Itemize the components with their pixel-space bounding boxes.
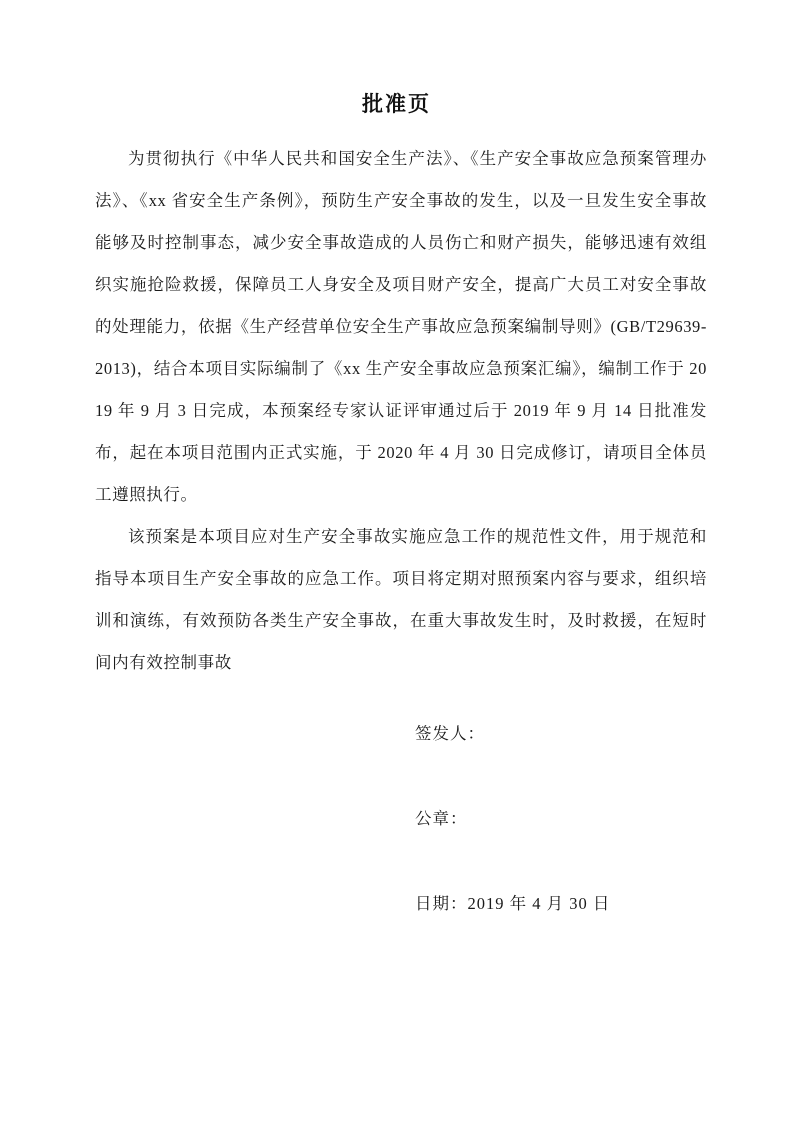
signature-block xyxy=(415,724,745,914)
body-paragraph: 该预案是本项目应对生产安全事故实施应急工作的规范性文件，用于规范和指导本项目生产安全事故的应急工作。项目将定期对照预案内容与要求，组织培训和演练，有效预防各类生产安全事故，在重大事故发生时，及时救援，在短时间内有效控制事故 xyxy=(95,527,707,672)
official-seal-label: 公章： xyxy=(415,809,468,828)
issuer-label: 签发人： xyxy=(415,724,485,743)
date-label: 日期：2019 年 4 月 30 日 xyxy=(415,894,611,913)
body-paragraph: 为贯彻执行《中华人民共和国安全生产法》、《生产安全事故应急预案管理办法》、《xx 省安全生产条例》，预防生产安全事故的发生，以及一旦发生安全事故能够及时控制事态，减少安全事故造成的人员伤亡和财产损失，能够迅速有效组织实施抢险救援，保障员工人身安全及项目财产安全，提高广大员工对安全事故的处理能力，依据《生产经营单位安全生产事故应急预案编制导则》(GB/T29639-2013)，结合本项目实际编制了《xx 生产安全事故应急预案汇编》，编制工作于 2019 年 9 月 3 日完成，本预案经专家认证评审通过后于 2019 年 9 月 14 日批准发布，起在本项目范围内正式实施，于 2020 年 4 月 30 日完成修订，请项目全体员工遵照执行。 xyxy=(95,149,707,504)
document-body xyxy=(95,138,707,684)
page-title: 批准页 xyxy=(362,92,431,116)
